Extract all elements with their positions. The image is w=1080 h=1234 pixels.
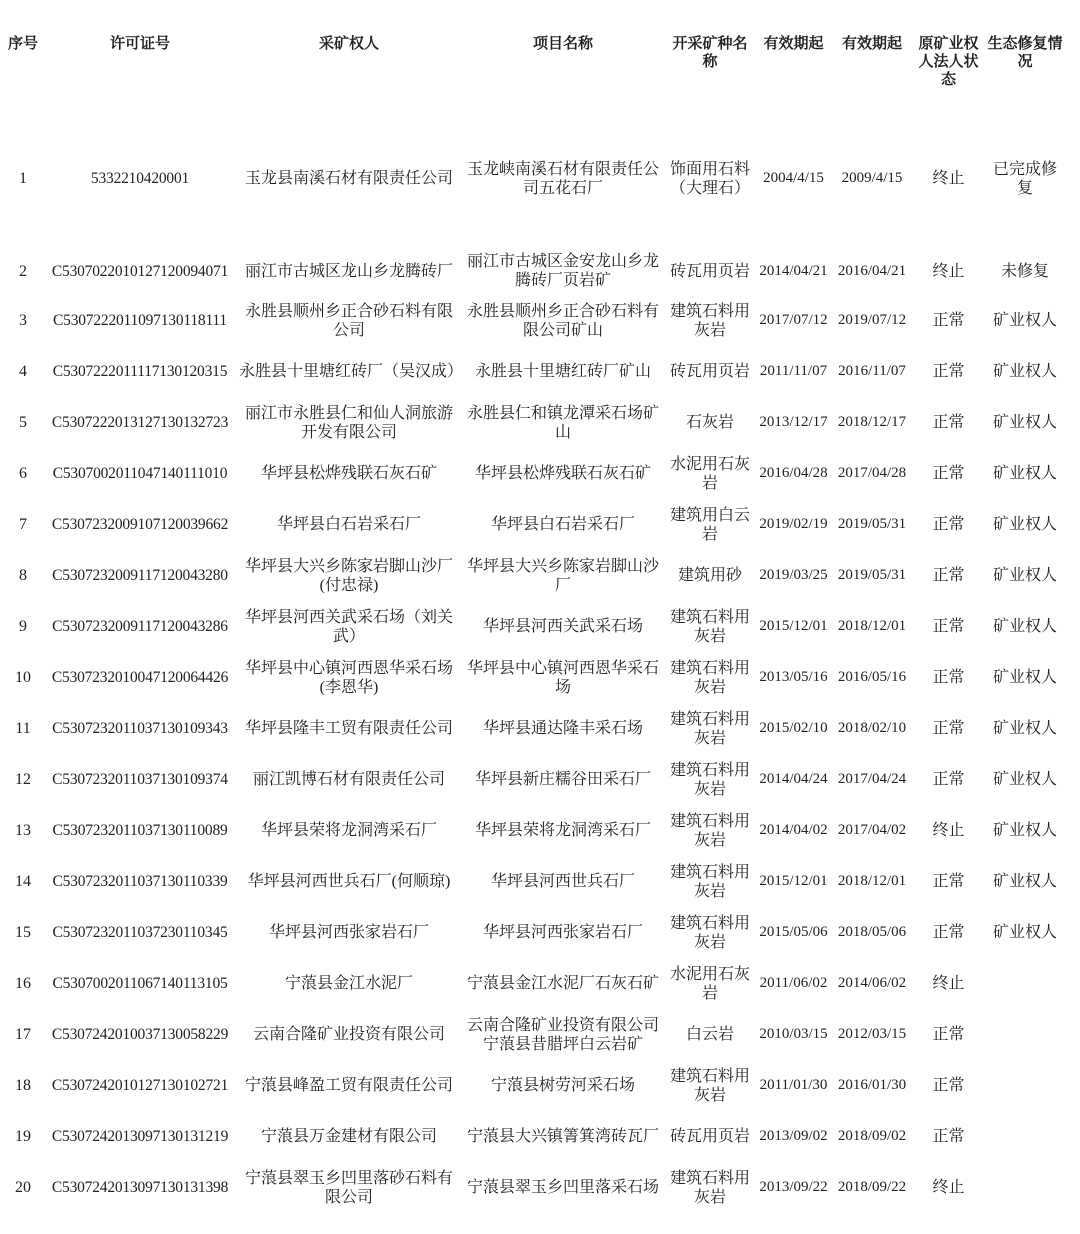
row-index: 8 — [19, 567, 27, 584]
table-row — [4, 856, 1064, 907]
valid-to: 2009/4/15 — [841, 170, 903, 186]
holder-status: 正常 — [932, 618, 965, 635]
valid-from: 2015/12/01 — [759, 873, 828, 889]
project-name: 永胜县十里塘红砖厂矿山 — [474, 363, 651, 380]
row-index: 12 — [15, 771, 31, 788]
mineral-type: 白云岩 — [685, 1026, 734, 1043]
table-row — [4, 247, 1064, 295]
valid-from: 2011/01/30 — [759, 1077, 828, 1093]
table-row — [4, 754, 1064, 805]
project-name: 华坪县中心镇河西恩华采石场 — [466, 659, 659, 696]
license-number: C5307232011037130110339 — [52, 873, 228, 890]
row-index: 13 — [15, 822, 31, 839]
table-row — [4, 958, 1064, 1009]
license-number: C5307232011037130109343 — [52, 720, 228, 737]
license-number: C5307222013127130132723 — [51, 414, 229, 431]
project-name: 华坪县大兴乡陈家岩脚山沙厂 — [466, 557, 659, 594]
holder-status: 正常 — [932, 414, 965, 431]
project-name: 丽江市古城区金安龙山乡龙腾砖厂页岩矿 — [466, 253, 659, 289]
mineral-type: 建筑石料用灰岩 — [669, 710, 750, 747]
mineral-type: 建筑石料用灰岩 — [669, 812, 750, 849]
header-mineral-type: 开采矿种名称 — [672, 34, 748, 70]
header-index: 序号 — [7, 34, 38, 52]
row-index: 15 — [15, 924, 31, 941]
project-name: 华坪县河西关武采石场 — [482, 618, 643, 635]
project-name: 华坪县荣将龙洞湾采石厂 — [474, 822, 651, 839]
header-restoration-status: 生态修复情况 — [987, 34, 1063, 70]
mineral-type: 建筑石料用灰岩 — [669, 1169, 750, 1206]
restoration-status: 矿业权人 — [992, 567, 1057, 584]
table-row — [4, 907, 1064, 958]
restoration-status: 矿业权人 — [992, 312, 1057, 329]
restoration-status: 已完成修复 — [992, 160, 1057, 197]
mining-right-holder: 丽江市古城区龙山乡龙腾砖厂 — [244, 262, 453, 280]
mining-right-holder: 永胜县顺州乡正合砂石料有限公司 — [244, 302, 453, 339]
valid-to: 2017/04/24 — [837, 771, 907, 787]
project-name: 华坪县松烨残联石灰石矿 — [474, 465, 651, 482]
holder-status: 正常 — [932, 771, 965, 788]
valid-to: 2016/01/30 — [837, 1077, 907, 1093]
row-index: 11 — [15, 720, 31, 737]
row-index: 9 — [19, 618, 27, 635]
row-index: 20 — [15, 1179, 31, 1196]
valid-from: 2013/05/16 — [759, 669, 828, 685]
holder-status: 正常 — [932, 873, 965, 890]
restoration-status: 矿业权人 — [992, 771, 1057, 788]
holder-status: 正常 — [932, 363, 965, 380]
table-header-row — [4, 0, 1064, 110]
row-index: 6 — [19, 465, 27, 482]
holder-status: 正常 — [932, 669, 965, 686]
restoration-status: 矿业权人 — [992, 720, 1057, 737]
holder-status: 正常 — [932, 1128, 965, 1145]
valid-from: 2019/03/25 — [759, 567, 828, 583]
table-row — [4, 1162, 1064, 1213]
valid-to: 2018/09/02 — [837, 1128, 907, 1144]
valid-to: 2019/07/12 — [837, 312, 907, 328]
mining-right-holder: 宁蒗县翠玉乡凹里落砂石料有限公司 — [244, 1169, 453, 1206]
table-row — [4, 295, 1064, 346]
valid-from: 2010/03/15 — [759, 1026, 828, 1042]
valid-from: 2015/02/10 — [759, 720, 828, 736]
valid-from: 2016/04/28 — [759, 465, 828, 481]
valid-from: 2013/12/17 — [759, 414, 828, 430]
mineral-type: 建筑石料用灰岩 — [669, 659, 750, 696]
valid-to: 2017/04/02 — [837, 822, 907, 838]
mining-right-holder: 华坪县大兴乡陈家岩脚山沙厂(付忠禄) — [244, 557, 453, 594]
license-number: C5307242010037130058229 — [51, 1026, 229, 1043]
project-name: 宁蒗县树劳河采石场 — [490, 1077, 635, 1094]
mining-right-holder: 宁蒗县金江水泥厂 — [284, 975, 413, 992]
mining-right-holder: 华坪县河西关武采石场（刘关武） — [244, 608, 453, 645]
valid-to: 2018/02/10 — [837, 720, 907, 736]
valid-from: 2015/12/01 — [759, 618, 828, 634]
license-number: C5307242013097130131398 — [51, 1179, 229, 1196]
valid-to: 2016/04/21 — [837, 262, 907, 279]
project-name: 宁蒗县金江水泥厂石灰石矿 — [466, 975, 659, 992]
table-row — [4, 1009, 1064, 1060]
table-row — [4, 448, 1064, 499]
project-name: 永胜县顺州乡正合砂石料有限公司矿山 — [466, 302, 659, 339]
row-index: 4 — [19, 363, 27, 380]
header-license-number: 许可证号 — [109, 34, 170, 52]
mining-right-holder: 永胜县十里塘红砖厂（吴汉成） — [239, 363, 464, 380]
row-index: 14 — [15, 873, 31, 890]
project-name: 华坪县河西张家岩石厂 — [482, 924, 643, 941]
row-index: 1 — [19, 170, 27, 187]
mineral-type: 砖瓦用页岩 — [669, 262, 750, 280]
table-row — [4, 652, 1064, 703]
project-name: 华坪县白石岩采石厂 — [490, 516, 635, 533]
license-number: C5307232009107120039662 — [51, 516, 229, 533]
row-index: 18 — [15, 1077, 31, 1094]
restoration-status: 矿业权人 — [992, 924, 1057, 941]
license-number: C5307222011097130118111 — [53, 312, 227, 329]
mining-right-holder: 华坪县松烨残联石灰石矿 — [260, 465, 437, 482]
license-number: C5307232009117120043286 — [52, 618, 228, 635]
mining-right-holder: 华坪县中心镇河西恩华采石场(李恩华) — [244, 659, 453, 696]
project-name: 玉龙峡南溪石材有限责任公司五花石厂 — [466, 160, 659, 197]
mineral-type: 建筑用白云岩 — [669, 506, 750, 543]
restoration-status: 矿业权人 — [992, 465, 1057, 482]
license-number: C5307232011037230110345 — [52, 924, 228, 941]
row-index: 2 — [19, 262, 27, 280]
mining-right-holder: 丽江市永胜县仁和仙人洞旅游开发有限公司 — [244, 404, 453, 441]
valid-from: 2014/04/24 — [759, 771, 828, 787]
header-project-name: 项目名称 — [532, 34, 593, 52]
restoration-status: 矿业权人 — [992, 669, 1057, 686]
valid-to: 2018/12/17 — [837, 414, 907, 430]
row-index: 10 — [15, 669, 31, 686]
row-index: 5 — [19, 414, 27, 431]
mineral-type: 建筑石料用灰岩 — [669, 863, 750, 900]
license-number: 5332210420001 — [90, 170, 190, 187]
mineral-type: 建筑石料用灰岩 — [669, 1067, 750, 1104]
row-index: 7 — [19, 516, 27, 533]
row-index: 16 — [15, 975, 31, 992]
table-row — [4, 601, 1064, 652]
valid-from: 2015/05/06 — [759, 924, 828, 940]
valid-from: 2014/04/02 — [759, 822, 828, 838]
header-mining-right-holder: 采矿权人 — [318, 34, 379, 52]
restoration-status: 矿业权人 — [992, 363, 1057, 380]
project-name: 华坪县河西世兵石厂 — [490, 873, 635, 890]
valid-to: 2018/05/06 — [837, 924, 907, 940]
holder-status: 终止 — [932, 1179, 965, 1196]
header-holder-status: 原矿业权人法人状态 — [918, 34, 979, 88]
license-number: C5307242013097130131219 — [51, 1128, 229, 1145]
restoration-status: 矿业权人 — [992, 414, 1057, 431]
restoration-status: 矿业权人 — [992, 822, 1057, 839]
holder-status: 正常 — [932, 1077, 965, 1094]
project-name: 华坪县通达隆丰采石场 — [482, 720, 643, 737]
table-row — [4, 1060, 1064, 1111]
header-valid-from: 有效期起 — [763, 34, 824, 52]
holder-status: 正常 — [932, 312, 965, 329]
valid-to: 2016/11/07 — [838, 363, 906, 379]
valid-to: 2017/04/28 — [837, 465, 907, 481]
table-row — [4, 1111, 1064, 1162]
license-number: C5307222011117130120315 — [52, 363, 228, 380]
mining-right-holder: 丽江凯博石材有限责任公司 — [252, 771, 445, 788]
holder-status: 正常 — [932, 516, 965, 533]
license-number: C5307232011037130109374 — [52, 771, 228, 788]
license-number: C5307242010127130102721 — [51, 1077, 229, 1094]
mining-right-holder: 华坪县河西世兵石厂(何顺琼) — [247, 873, 451, 890]
mineral-type: 石灰岩 — [685, 414, 734, 431]
mining-right-holder: 华坪县荣将龙洞湾采石厂 — [260, 822, 437, 839]
mining-right-holder: 玉龙县南溪石材有限责任公司 — [244, 170, 453, 187]
holder-status: 正常 — [932, 720, 965, 737]
valid-from: 2004/4/15 — [763, 170, 824, 186]
valid-from: 2011/06/02 — [759, 975, 828, 991]
mining-right-holder: 宁蒗县峰盈工贸有限责任公司 — [244, 1077, 453, 1094]
holder-status: 正常 — [932, 924, 965, 941]
restoration-status: 矿业权人 — [992, 618, 1057, 635]
table-row — [4, 110, 1064, 247]
holder-status: 正常 — [932, 465, 965, 482]
valid-to: 2019/05/31 — [837, 516, 907, 532]
mineral-type: 砖瓦用页岩 — [669, 363, 750, 380]
valid-to: 2018/12/01 — [837, 618, 907, 634]
table-row — [4, 346, 1064, 397]
table-body — [4, 110, 1064, 1213]
holder-status: 终止 — [932, 822, 965, 839]
mineral-type: 建筑石料用灰岩 — [669, 761, 750, 798]
holder-status: 终止 — [932, 262, 965, 280]
valid-from: 2011/11/07 — [759, 363, 828, 379]
license-number: C5307002011047140111010 — [52, 465, 228, 482]
project-name: 宁蒗县大兴镇箐箕湾砖瓦厂 — [466, 1128, 659, 1145]
project-name: 宁蒗县翠玉乡凹里落采石场 — [466, 1179, 659, 1196]
project-name: 永胜县仁和镇龙潭采石场矿山 — [466, 404, 659, 441]
restoration-status — [986, 1111, 1064, 1162]
license-number: C5307022010127120094071 — [51, 262, 229, 280]
mining-right-holder: 华坪县白石岩采石厂 — [276, 516, 421, 533]
mining-right-holder: 华坪县隆丰工贸有限责任公司 — [244, 720, 453, 737]
mining-right-holder: 云南合隆矿业投资有限公司 — [252, 1026, 445, 1043]
valid-from: 2013/09/22 — [759, 1179, 828, 1195]
project-name: 华坪县新庄糯谷田采石厂 — [474, 771, 651, 788]
mineral-type: 建筑用砂 — [677, 567, 742, 584]
valid-from: 2013/09/02 — [759, 1128, 828, 1144]
valid-to: 2016/05/16 — [837, 669, 907, 685]
valid-to: 2012/03/15 — [837, 1026, 907, 1042]
mining-right-holder: 宁蒗县万金建材有限公司 — [260, 1128, 437, 1145]
row-index: 19 — [15, 1128, 31, 1145]
restoration-status: 矿业权人 — [992, 873, 1057, 890]
header-valid-to: 有效期起 — [841, 34, 902, 52]
valid-to: 2018/09/22 — [837, 1179, 907, 1195]
valid-to: 2018/12/01 — [837, 873, 907, 889]
table-row — [4, 499, 1064, 550]
mineral-type: 建筑石料用灰岩 — [669, 914, 750, 951]
table-row — [4, 805, 1064, 856]
restoration-status: 矿业权人 — [992, 516, 1057, 533]
valid-to: 2019/05/31 — [837, 567, 907, 583]
mineral-type: 水泥用石灰岩 — [669, 455, 750, 492]
mineral-type: 建筑石料用灰岩 — [669, 608, 750, 645]
holder-status: 终止 — [932, 170, 965, 187]
license-number: C5307002011067140113105 — [52, 975, 228, 992]
license-number: C5307232011037130110089 — [52, 822, 228, 839]
project-name: 云南合隆矿业投资有限公司宁蒗县昔腊坪白云岩矿 — [466, 1016, 659, 1053]
restoration-status — [986, 958, 1064, 1009]
mining-rights-table — [4, 0, 1064, 1213]
valid-from: 2014/04/21 — [759, 262, 828, 279]
valid-from: 2019/02/19 — [759, 516, 828, 532]
holder-status: 正常 — [932, 567, 965, 584]
restoration-status — [986, 1162, 1064, 1213]
valid-from: 2017/07/12 — [759, 312, 828, 328]
license-number: C5307232010047120064426 — [51, 669, 229, 686]
valid-to: 2014/06/02 — [837, 975, 907, 991]
restoration-status: 未修复 — [1000, 262, 1049, 280]
table-row — [4, 703, 1064, 754]
holder-status: 终止 — [932, 975, 965, 992]
mineral-type: 砖瓦用页岩 — [669, 1128, 750, 1145]
row-index: 3 — [19, 312, 27, 329]
mineral-type: 饰面用石料（大理石） — [669, 160, 750, 197]
restoration-status — [986, 1009, 1064, 1060]
holder-status: 正常 — [932, 1026, 965, 1043]
license-number: C5307232009117120043280 — [52, 567, 228, 584]
table-row — [4, 550, 1064, 601]
row-index: 17 — [15, 1026, 31, 1043]
mining-right-holder: 华坪县河西张家岩石厂 — [268, 924, 429, 941]
restoration-status — [986, 1060, 1064, 1111]
table-row — [4, 397, 1064, 448]
mineral-type: 水泥用石灰岩 — [669, 965, 750, 1002]
mineral-type: 建筑石料用灰岩 — [669, 302, 750, 339]
